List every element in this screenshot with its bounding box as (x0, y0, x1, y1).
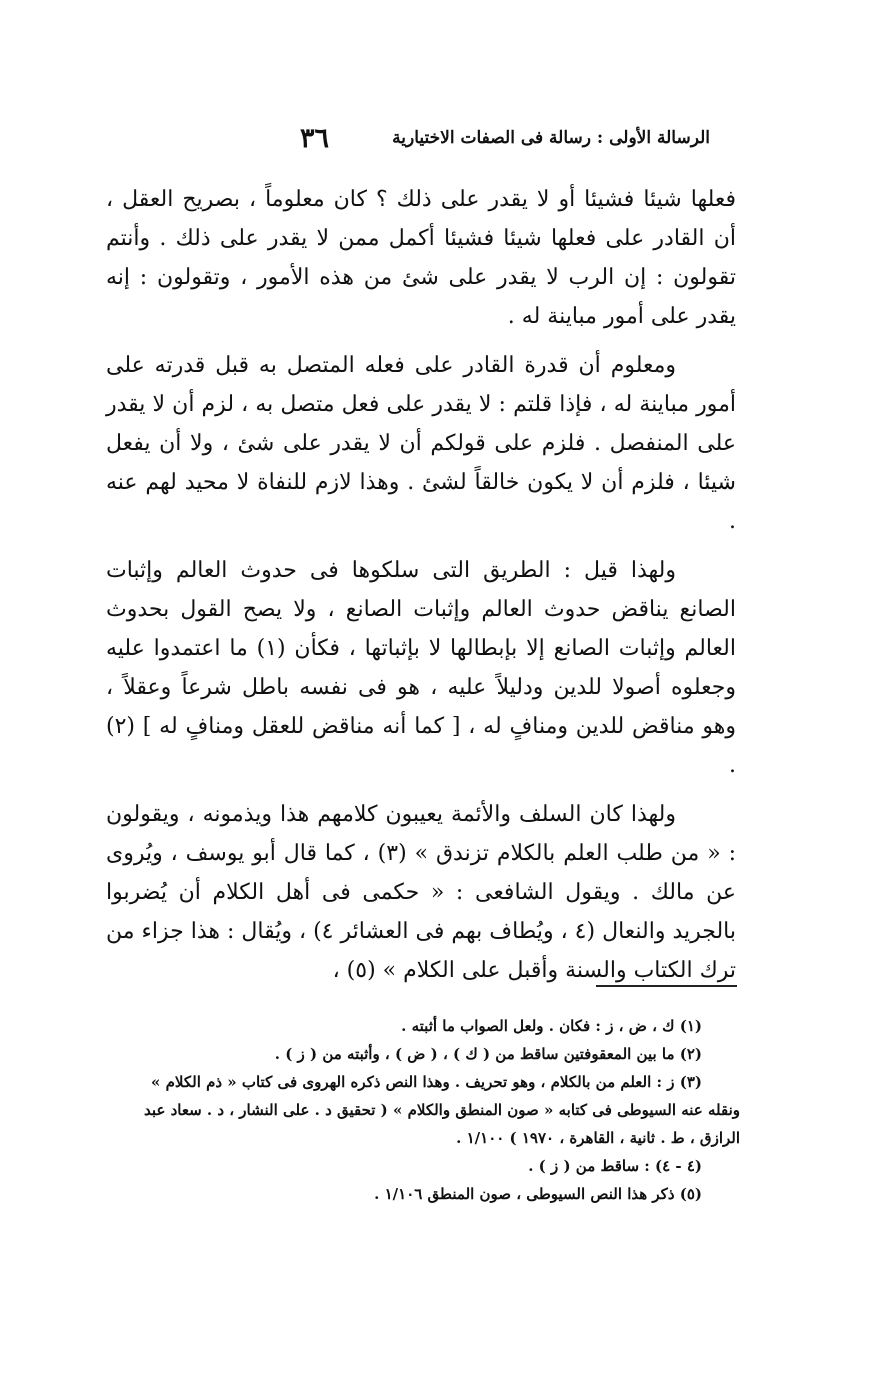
paragraph: ولهذا كان السلف والأئمة يعيبون كلامهم هذا ويذمونه ، ويقولون : « من طلب العلم بالكلام تزندق » (٣) ، كما قال أبو يوسف ، ويُروى عن مالك . ويقول الشافعى : « حكمى فى أهل الكلام أن يُضربوا بالجريد والنعال (٤ ، ويُطاف بهم فى العشائر ٤) ، ويُقال : هذا جزاء من ترك الكتاب والسنة وأقبل على الكلام » (٥) ، (106, 802, 737, 983)
footnote: (٢) ما بين المعقوفتين ساقط من ( ك ) ، ( ض ) ، وأثبته من ( ز ) . (274, 1045, 702, 1063)
footnote-divider (596, 985, 737, 987)
footnote: (٥) ذكر هذا النص السيوطى ، صون المنطق ١/١٠٦ . (374, 1185, 702, 1203)
paragraph: ولهذا قيل : الطريق التى سلكوها فى حدوث العالم وإثبات الصانع يناقض حدوث العالم وإثبات الصانع ، ولا يصح القول بحدوث العالم وإثبات الصانع إلا بإبطالها لا بإثباتها ، فكأن (١) ما اعتمدوا عليه وجعلوه أصولا للدين ودليلاً عليه ، هو فى نفسه باطل شرعاً وعقلاً ، وهو مناقض للدين ومنافٍ له ، [ كما أنه مناقض للعقل ومنافٍ له ] (٢) . (106, 558, 736, 778)
paragraph: فعلها شيئا فشيئا أو لا يقدر على ذلك ؟ كان معلوماً ، بصريح العقل ، أن القادر على فعلها شيئا فشيئا أكمل ممن لا يقدر على ذلك . وأنتم تقولون : إن الرب لا يقدر على شئ من هذه الأمور ، وتقولون : إنه يقدر على أمور مباينة له . (106, 187, 736, 329)
running-head (300, 118, 710, 158)
footnote: (٣) ز : العلم من بالكلام ، وهو تحريف . وهذا النص ذكره الهروى فى كتاب « ذم الكلام » (151, 1073, 702, 1091)
footnote: (١) ك ، ض ، ز : فكان . ولعل الصواب ما أثبته . (401, 1017, 702, 1035)
footnote: (٤ - ٤) : ساقط من ( ز ) . (528, 1157, 702, 1175)
paragraph: ومعلوم أن قدرة القادر على فعله المتصل به قبل قدرته على أمور مباينة له ، فإذا قلتم : لا يقدر على فعل متصل به ، لزم أن لا يقدر على المنفصل . فلزم على قولكم أن لا يقدر على شئ ، ولا أن يفعل شيئا ، فلزم أن لا يكون خالقاً لشئ . وهذا لازم للنفاة لا محيد لهم عنه . (106, 353, 736, 534)
footnotes-list (100, 1012, 740, 1208)
running-title: الرسالة الأولى : رسالة فى الصفات الاختيارية (392, 128, 710, 148)
footnote: ونقله عنه السيوطى فى كتابه « صون المنطق والكلام » ( تحقيق د . على النشار ، د . سعاد عبد الرازق ، ط . ثانية ، القاهرة ، ١٩٧٠ ) ١/١٠٠ . (144, 1101, 740, 1147)
main-text (106, 180, 736, 990)
page-number: ٣٦ (300, 122, 330, 154)
